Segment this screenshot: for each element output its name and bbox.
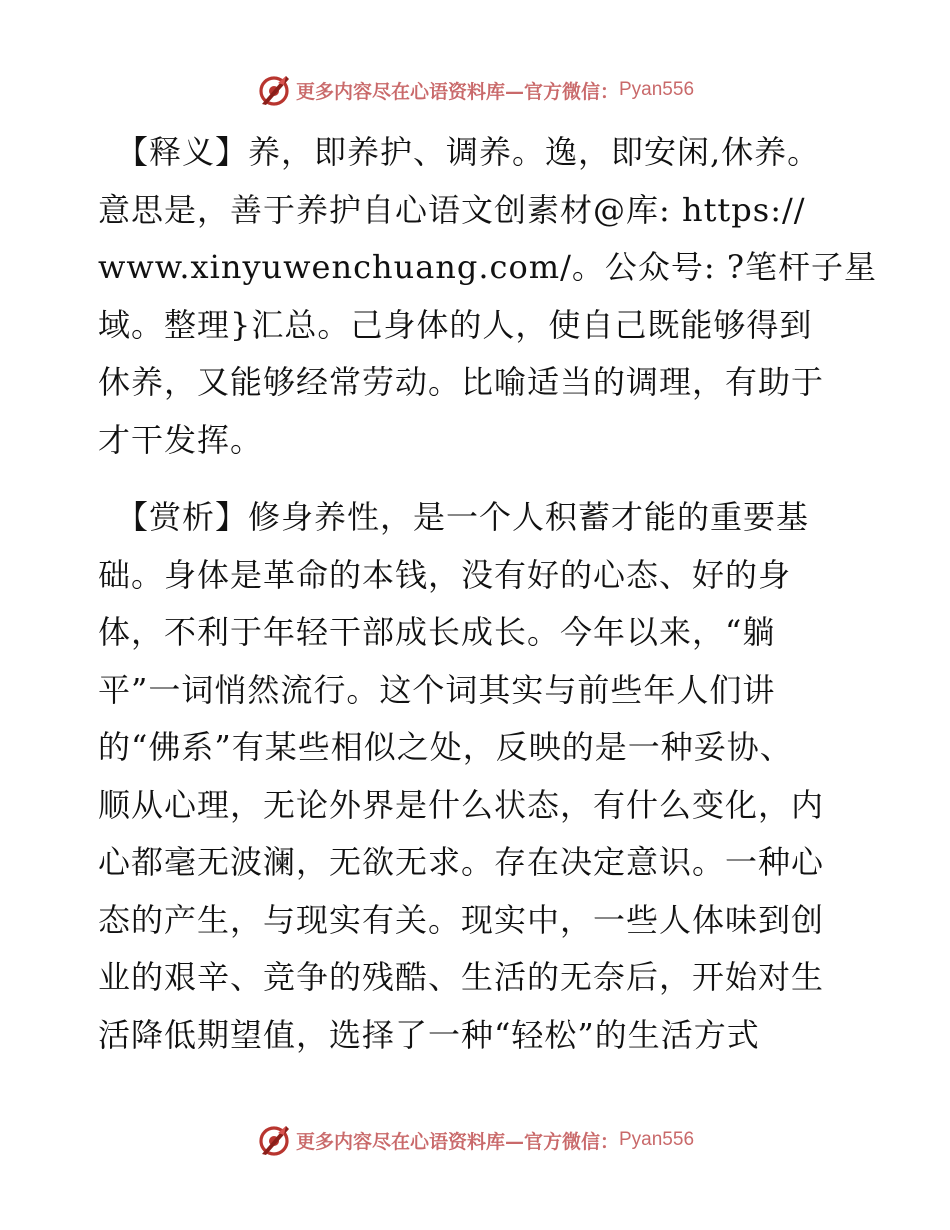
text-line: 心都毫无波澜，无欲无求。存在决定意识。一种心 (98, 843, 825, 881)
quill-logo-icon (256, 1122, 292, 1158)
text-line: 休养，又能够经常劳动。比喻适当的调理，有助于 (98, 363, 825, 401)
text-line: 业的艰辛、竞争的残酷、生活的无奈后，开始对生 (98, 958, 825, 996)
banner-wechat-id: Pyan556 (619, 1129, 695, 1150)
footer-banner (0, 1120, 950, 1160)
text-line: 活降低期望值，选择了一种“轻松”的生活方式 (98, 1015, 760, 1054)
text-line: 顺从心理，无论外界是什么状态，有什么变化，内 (98, 785, 825, 824)
text-line: 域。整理}汇总。己身体的人，使自己既能够得到 (98, 305, 813, 344)
text-line: 体，不利于年轻干部成长成长。今年以来，“躺 (98, 613, 776, 651)
text-line: 的“佛系”有某些相似之处，反映的是一种妥协、 (98, 728, 793, 766)
text-line: 【赏析】修身养性，是一个人积蓄才能的重要基 (116, 498, 810, 536)
text-line: 态的产生，与现实有关。现实中，一些人体味到创 (98, 900, 825, 939)
banner-site-text: 更多内容尽在心语资料库—官方微信： (295, 80, 619, 103)
text-line: 意思是，善于养护自心语文创素材@库: https:// (98, 190, 806, 229)
paragraph-analysis (98, 489, 850, 1064)
quill-logo-icon (256, 72, 292, 108)
text-line: 才干发挥。 (98, 420, 264, 459)
header-banner (0, 70, 950, 110)
banner-wechat-id: Pyan556 (619, 79, 695, 100)
banner-site-text: 更多内容尽在心语资料库—官方微信： (295, 1130, 619, 1153)
document-body (98, 124, 877, 1064)
text-line: 础。身体是革命的本钱，没有好的心态、好的身 (98, 555, 792, 594)
paragraph-definition (98, 124, 877, 469)
text-line: www.xinyuwenchuang.com/。公众号: ?笔杆子星 (98, 248, 877, 286)
text-line: 平”一词悄然流行。这个词其实与前些年人们讲 (98, 670, 776, 709)
text-line: 【释义】养，即养护、调养。逸，即安闲,休养。 (116, 133, 821, 171)
